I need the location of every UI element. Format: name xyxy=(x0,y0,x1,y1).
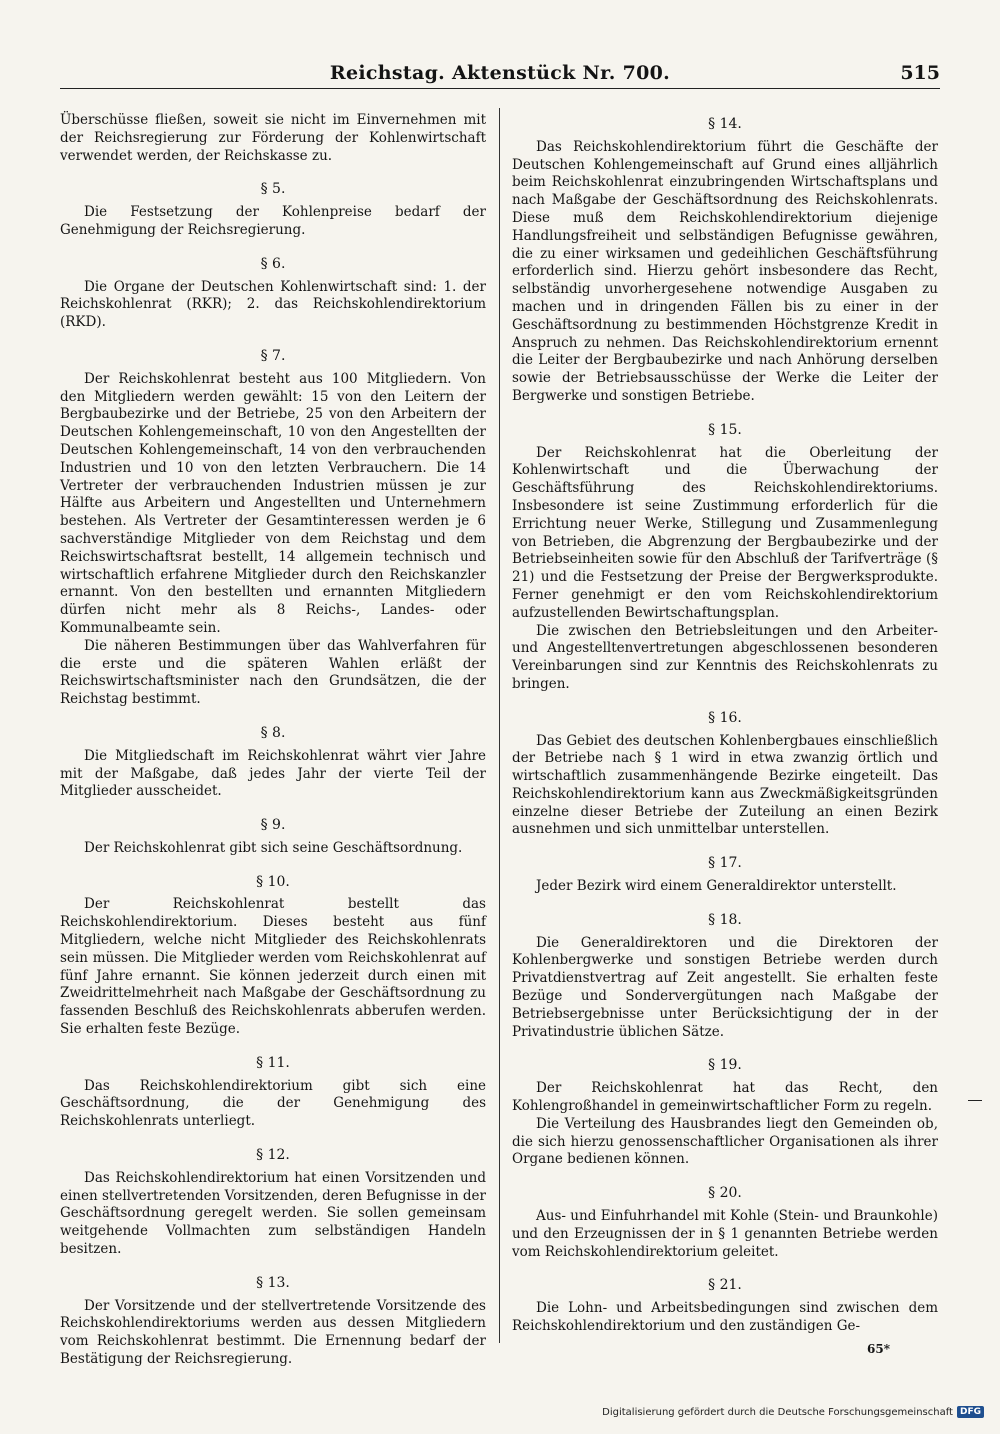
section-heading: § 14. xyxy=(708,116,742,132)
paragraph: Der Reichskohlenrat bestellt das Reichskohlendirektorium. Dieses besteht aus fünf Mitgliedern, welche nicht Mitglieder des Reichskohlenrats sein müssen. Die Mitglieder werden vom Reichskohlenrat auf fünf Jahre ernannt. Sie können jederzeit durch einen mit Zweidrittelmehrheit nach Maßgabe der Geschäftsordnung zu fassenden Beschluß des Reichskohlenrats abberufen werden. Sie erhalten feste Bezüge. xyxy=(60,896,486,1038)
paragraph: Die Festsetzung der Kohlenpreise bedarf der Genehmigung der Reichsregierung. xyxy=(60,204,486,238)
section-heading: § 19. xyxy=(708,1057,742,1074)
section-heading: § 21. xyxy=(708,1277,742,1294)
running-header xyxy=(60,62,940,89)
page-number: 515 xyxy=(900,62,940,84)
right-column xyxy=(512,112,938,1336)
paragraph: Der Reichskohlenrat hat das Recht, den Kohlengroßhandel in gemeinwirtschaftlicher Form zu regeln. xyxy=(512,1080,938,1115)
paragraph: Aus- und Einfuhrhandel mit Kohle (Stein- und Braunkohle) und den Erzeugnissen der in § 1 genannten Betriebe werden vom Reichskohlendirektorium geleitet. xyxy=(512,1208,938,1260)
footer xyxy=(602,1404,984,1420)
paragraph: Die zwischen den Betriebsleitungen und den Arbeiter- und Angestelltenvertretungen abgeschlossenen besonderen Vereinbarungen sind zur Kenntnis des Reichskohlenrats zu bringen. xyxy=(512,622,938,692)
section-heading: § 12. xyxy=(256,1147,290,1164)
paragraph: Jeder Bezirk wird einem Generaldirektor unterstellt. xyxy=(536,878,897,895)
column-divider xyxy=(499,108,500,1343)
dfg-logo: DFG xyxy=(957,1406,984,1418)
paragraph: Die näheren Bestimmungen über das Wahlverfahren für die erste und die späteren Wahlen erläßt der Reichswirtschaftsminister nach den Grundsätzen, die der Reichstag bestimmt. xyxy=(60,637,486,708)
section-heading: § 18. xyxy=(708,911,742,928)
paragraph: Der Reichskohlenrat hat die Oberleitung der Kohlenwirtschaft und die Überwachung der Geschäftsführung des Reichskohlendirektoriums. Insbesondere ist seine Zustimmung erforderlich für die Errichtung neuer Werke, Stillegung und Zusammenlegung von Betrieben, die Abgrenzung der Bergbaubezirke und der Betriebseinheiten sowie für den Abschluß der Tarifverträge (§ 21) und die Festsetzung der Preise der Bergwerksprodukte. Ferner genehmigt er den vom Reichskohlendirektorium aufzustellenden Bewirtschaftungsplan. xyxy=(512,444,938,621)
paragraph: Das Gebiet des deutschen Kohlenbergbaues einschließlich der Betriebe nach § 1 wird in etwa zwanzig örtlich und wirtschaftlich zusammenhängende Bezirke eingeteilt. Das Reichskohlendirektorium kann aus Zweckmäßigkeitsgründen einzelne dieser Betriebe der Zuteilung an einen Bezirk ausnehmen und sich unmittelbar unterstellen. xyxy=(512,732,938,838)
paragraph: Der Reichskohlenrat gibt sich seine Geschäftsordnung. xyxy=(84,839,463,856)
section-heading: § 8. xyxy=(260,724,286,741)
paragraph: Das Reichskohlendirektorium führt die Geschäfte der Deutschen Kohlengemeinschaft auf Grund eines alljährlich beim Reichskohlenrat einzubringenden Wirtschaftsplans und nach Maßgabe der Geschäftsordnung des Reichskohlenrats. Diese muß dem Reichskohlendirektorium diejenige Handlungsfreiheit und selbständigen Befugnisse gewähren, die zu einer wirksamen und gedeihlichen Geschäftsführung erforderlich sind. Hierzu gehört insbesondere das Recht, selbständig unvorhergesehene notwendige Ausgaben zu machen und in dringenden Fällen bis zu einer in der Geschäftsordnung zu bestimmenden Höchstgrenze Kredit in Anspruch zu nehmen. Das Reichskohlendirektorium ernennt die Leiter der Bergbaubezirke und nach Anhörung derselben sowie der Betriebsausschüsse der Werke die Leiter der Bergwerke und sonstigen Betriebe. xyxy=(512,138,938,404)
section-heading: § 15. xyxy=(708,421,742,438)
paragraph: Überschüsse fließen, soweit sie nicht im Einvernehmen mit der Reichsregierung zur Förderung der Kohlenwirtschaft verwendet werden, der Reichskasse zu. xyxy=(60,112,486,164)
section-heading: § 17. xyxy=(708,855,742,872)
paragraph: Die Lohn- und Arbeitsbedingungen sind zwischen dem Reichskohlendirektorium und den zuständigen Ge- xyxy=(512,1300,938,1335)
section-heading: § 7. xyxy=(260,347,286,364)
paragraph: Der Vorsitzende und der stellvertretende Vorsitzende des Reichskohlendirektoriums werden aus dessen Mitgliedern vom Reichskohlenrat bestimmt. Die Ernennung bedarf der Bestätigung der Reichsregierung. xyxy=(60,1297,486,1368)
paragraph: Die Mitgliedschaft im Reichskohlenrat währt vier Jahre mit der Maßgabe, daß jedes Jahr der vierte Teil der Mitglieder ausscheidet. xyxy=(60,747,486,800)
section-heading: § 6. xyxy=(260,255,286,272)
section-heading: § 9. xyxy=(260,817,286,834)
paragraph: Die Organe der Deutschen Kohlenwirtschaft sind: 1. der Reichskohlenrat (RKR); 2. das Reichskohlendirektorium (RKD). xyxy=(60,278,486,331)
running-title: Reichstag. Aktenstück Nr. 700. xyxy=(329,62,671,84)
left-column xyxy=(60,112,486,1369)
footer-credit: Digitalisierung gefördert durch die Deutsche Forschungsgemeinschaft xyxy=(602,1406,953,1418)
section-heading: § 5. xyxy=(260,181,286,198)
section-heading: § 11. xyxy=(256,1054,290,1071)
margin-mark xyxy=(968,1100,982,1101)
paragraph: Die Verteilung des Hausbrandes liegt den Gemeinden ob, die sich hierzu genossenschaftlicher Organisationen als ihrer Organe bedienen können. xyxy=(512,1115,938,1168)
paragraph: Das Reichskohlendirektorium hat einen Vorsitzenden und einen stellvertretenden Vorsitzenden, deren Befugnisse in der Geschäftsordnung geregelt werden. Sie sollen gemeinsam weitgehende Vollmachten zum selbständigen Handeln besitzen. xyxy=(60,1169,486,1258)
paragraph: Der Reichskohlenrat besteht aus 100 Mitgliedern. Von den Mitgliedern werden gewählt: 15 von den Leitern der Bergbaubezirke und der Betriebe, 25 von den Arbeitern der Deutschen Kohlengemeinschaft, 10 von den Angestellten der Deutschen Kohlengemeinschaft, 14 von den verbrauchenden Industrien und 10 von den letzten Verbrauchern. Die 14 Vertreter der verbrauchenden Industrien müssen je zur Hälfte aus Arbeitern und Angestellten und Unternehmern bestehen. Als Vertreter der Gesamtinteressen werden je 6 sachverständige Mitglieder von dem Reichstag und dem Reichswirtschaftsrat bestellt, 14 allgemein technisch und wirtschaftlich erfahrene Mitglieder durch den Reichskanzler ernannt. Von den bestellten und ernannten Mitgliedern dürfen nicht mehr als 8 Reichs-, Landes- oder Kommunalbeamte sein. xyxy=(60,370,486,636)
paragraph: Die Generaldirektoren und die Direktoren der Kohlenbergwerke und sonstigen Betriebe werden durch Privatdienstvertrag auf Zeit angestellt. Sie erhalten feste Bezüge und Sondervergütungen nach Maßgabe der Betriebsergebnisse unter Berücksichtigung der in der Privatindustrie üblichen Sätze. xyxy=(512,934,938,1040)
section-heading: § 10. xyxy=(256,873,290,890)
paragraph: Das Reichskohlendirektorium gibt sich eine Geschäftsordnung, die der Genehmigung des Reichskohlenrats unterliegt. xyxy=(60,1077,486,1130)
signature-mark: 65* xyxy=(867,1342,890,1356)
section-heading: § 13. xyxy=(256,1274,290,1291)
section-heading: § 20. xyxy=(708,1185,742,1202)
section-heading: § 16. xyxy=(708,709,742,726)
